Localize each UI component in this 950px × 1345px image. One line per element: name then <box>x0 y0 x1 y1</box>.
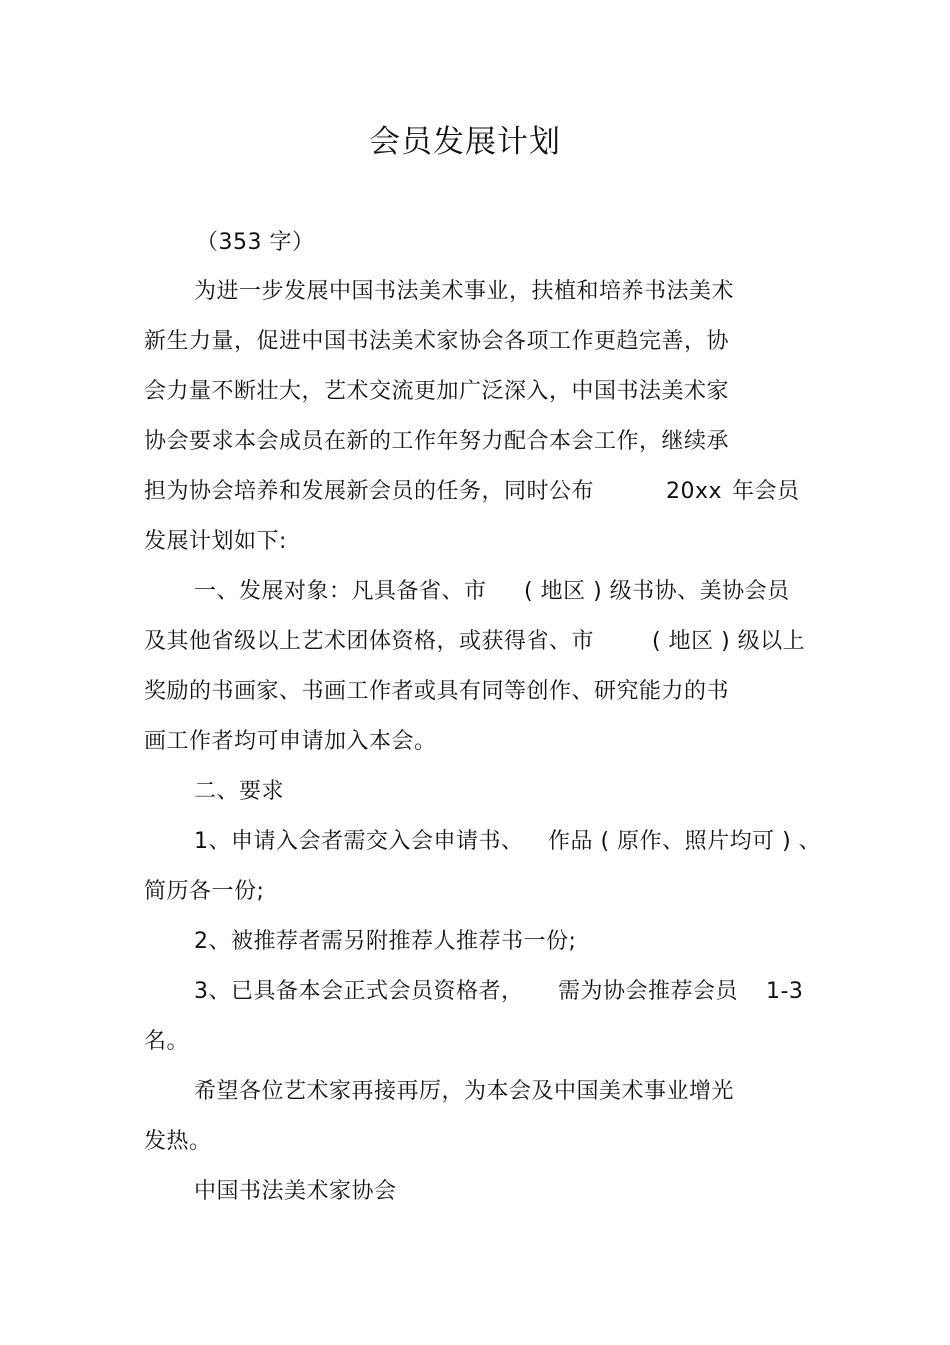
word-count: （353 字） <box>196 230 315 255</box>
paragraph-line: 担为协会培养和发展新会员的任务，同时公布 <box>144 479 595 504</box>
paragraph-line: 协会要求本会成员在新的工作年努力配合本会工作，继续承 <box>144 429 730 454</box>
year-text: 20xx <box>666 479 723 504</box>
section-heading: 二、要求 <box>194 779 285 804</box>
paragraph-line: 会力量不断壮大，艺术交流更加广泛深入，中国书法美术家 <box>144 379 730 404</box>
paragraph-line: 年会员 <box>732 479 800 504</box>
paragraph-line: 发热。 <box>144 1129 212 1154</box>
paragraph-line: 画工作者均可申请加入本会。 <box>144 729 437 754</box>
paragraph-line: ( 地区 ) 级书协、美协会员 <box>524 579 790 604</box>
paragraph-line: 一、发展对象：凡具备省、市 <box>194 579 487 604</box>
list-item: 名。 <box>144 1029 190 1054</box>
list-item: 2、被推荐者需另附推荐人推荐书一份; <box>194 929 577 954</box>
paragraph-line: 为进一步发展中国书法美术事业，扶植和培养书法美术 <box>194 279 735 304</box>
paragraph-line: 新生力量，促进中国书法美术家协会各项工作更趋完善，协 <box>144 329 730 354</box>
paragraph-line: ( 地区 ) 级以上 <box>652 629 806 654</box>
paragraph-line: 及其他省级以上艺术团体资格，或获得省、市 <box>144 629 595 654</box>
document-title: 会员发展计划 <box>369 124 561 160</box>
list-item: 简历各一份; <box>144 879 265 904</box>
list-item: 1、申请入会者需交入会申请书、 <box>194 829 524 854</box>
list-item: 需为协会推荐会员 <box>558 979 739 1004</box>
paragraph-line: 发展计划如下: <box>144 529 287 554</box>
list-item: 3、已具备本会正式会员资格者， <box>194 979 524 1004</box>
list-item: 作品 ( 原作、照片均可 ) 、 <box>548 829 822 854</box>
signature: 中国书法美术家协会 <box>194 1179 397 1204</box>
paragraph-line: 希望各位艺术家再接再厉，为本会及中国美术事业增光 <box>194 1079 735 1104</box>
list-item: 1-3 <box>766 979 804 1004</box>
paragraph-line: 奖励的书画家、书画工作者或具有同等创作、研究能力的书 <box>144 679 730 704</box>
